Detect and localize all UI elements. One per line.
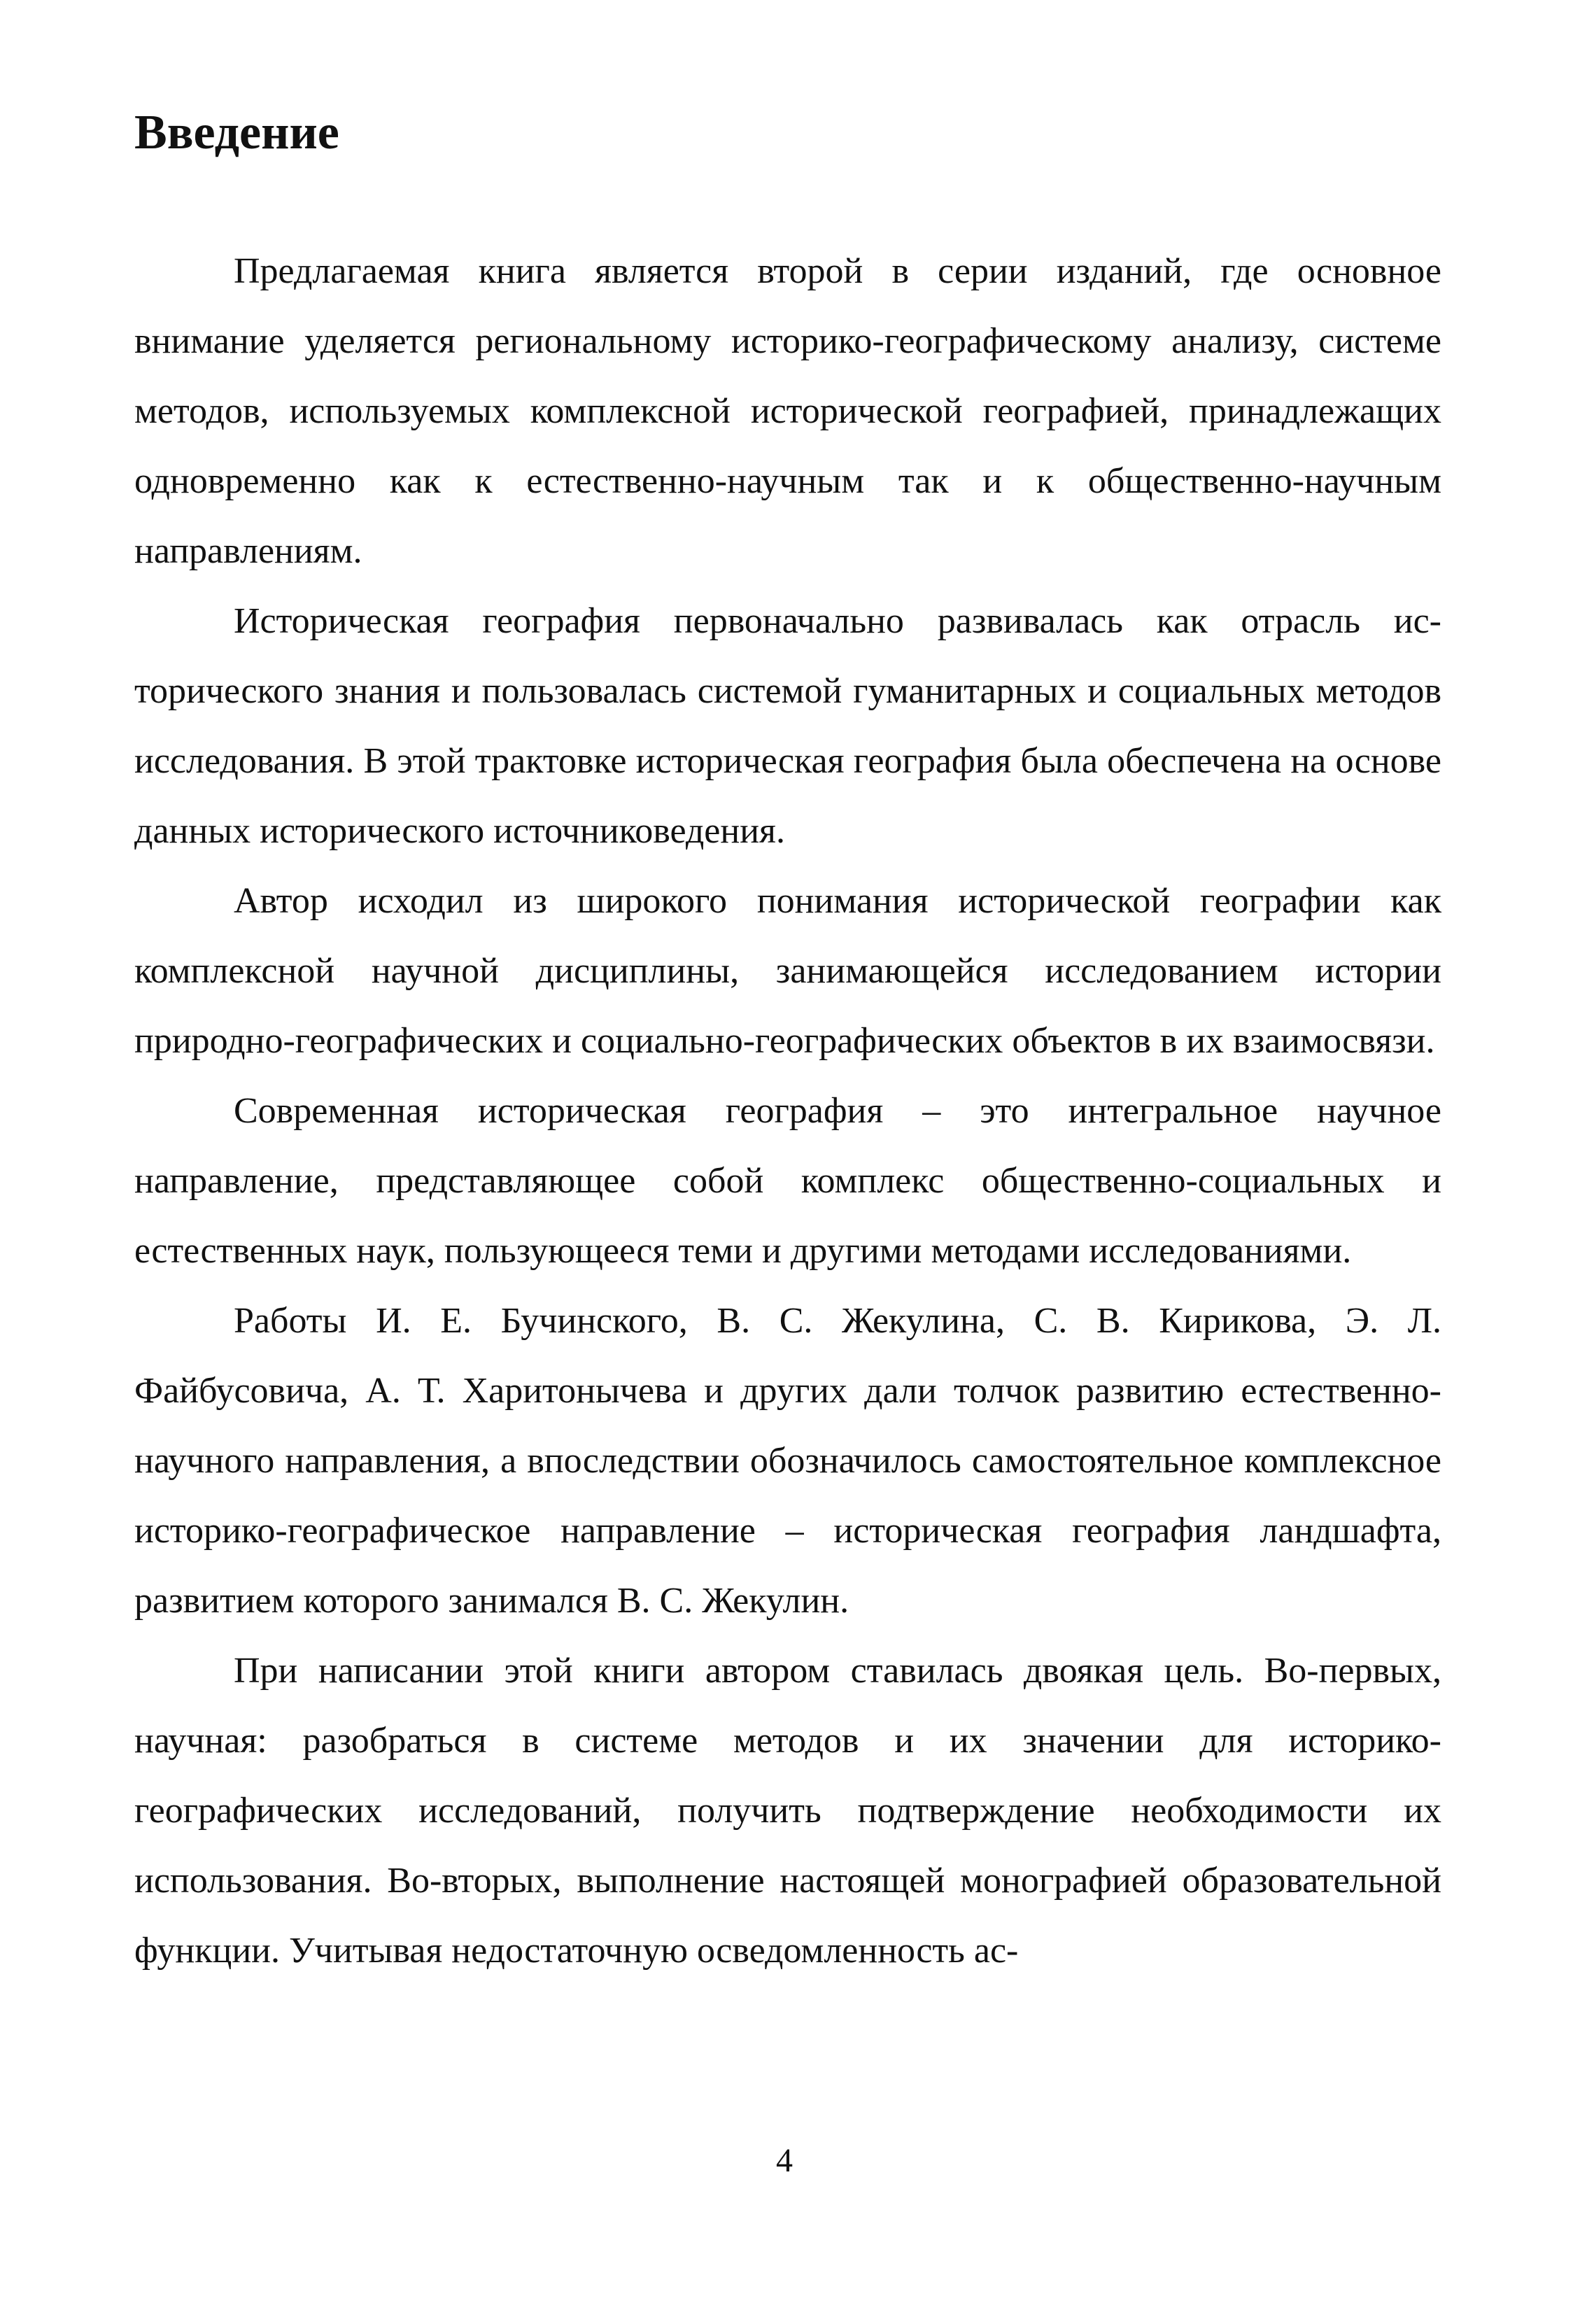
paragraph-goals: При написании этой книги автором ставилась двоякая цель. Во-первых, научная: разобраться в системе методов и их значении для историко-географических исследований, получить подтверждение необходимости их использования. Во-вторых, выполнение настоящей монографией образовательной функции. Учитывая недостаточную осведомленность ас- xyxy=(134,1651,1441,1971)
paragraph-author-view: Автор исходил из широкого понимания исторической географии как комплексной научной дисциплины, занимающейся исследованием истории природно-географических и социально-географических объектов в их взаимосвязи. xyxy=(134,881,1441,1061)
paragraph-history: Историческая география первоначально развивалась как отрасль исторического знания и пользовалась системой гуманитарных и социальных методов исследования. В этой трактовке историческая география была обеспечена на основе данных исторического источниковедения. xyxy=(134,601,1441,851)
page-title: Введение xyxy=(134,106,339,160)
paragraph-intro: Предлагаемая книга является второй в серии изданий, где основное внимание уделяется региональному историко-географическому анализу, системе методов, используемых комплексной исторической географией, принадлежащих одновременно как к естественно-научным так и к общественно-научным направлениям. xyxy=(134,251,1441,571)
page-number: 4 xyxy=(776,2142,793,2179)
body-text xyxy=(134,237,1441,1986)
paragraph-works: Работы И. Е. Бучинского, В. С. Жекулина, С. В. Кирикова, Э. Л. Файбусовича, А. Т. Харитонычева и других дали толчок развитию естественно-научного направления, а впоследствии обозначилось самостоятельное комплексное историко-географическое направление – историческая география ландшафта, развитием которого занимался В. С. Жекулин. xyxy=(134,1301,1441,1621)
paragraph-modern-geography: Современная историческая география – это интегральное научное направление, представляющее собой комплекс общественно-социальных и естественных наук, пользующееся теми и другими методами исследованиями. xyxy=(134,1091,1441,1271)
